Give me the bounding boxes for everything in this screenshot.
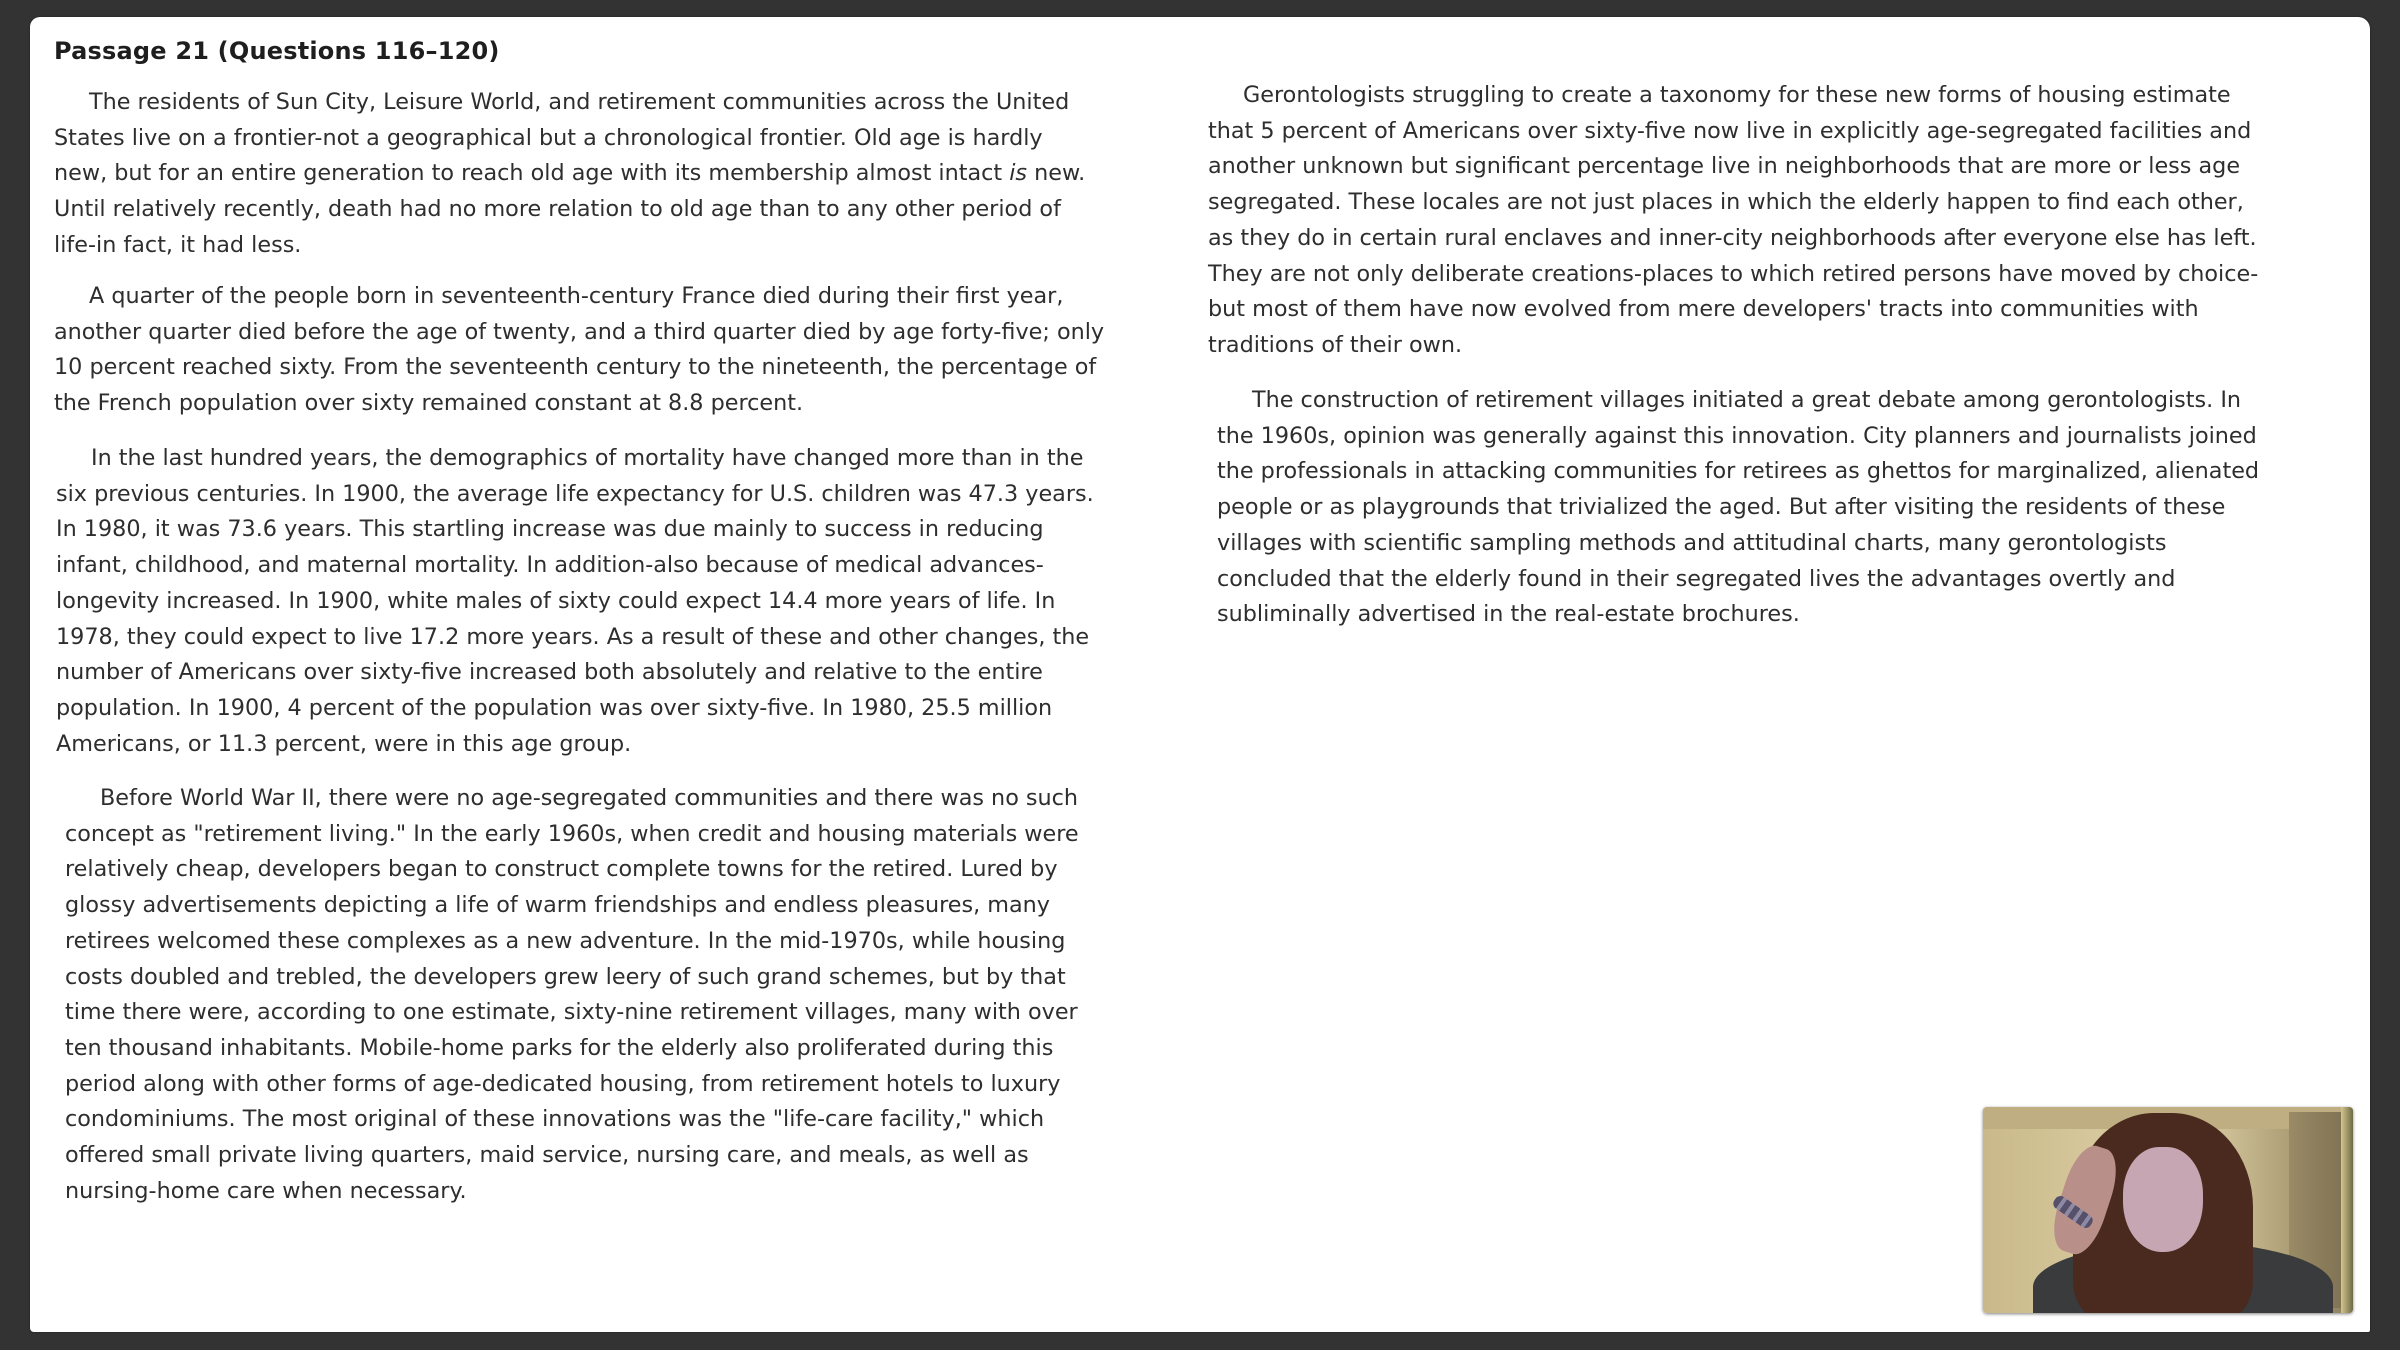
- text-segment: new.: [1027, 160, 1086, 187]
- text-line: They are not only deliberate creations-places to which retired persons have moved by choice-: [1208, 260, 2259, 287]
- text-line: as they do in certain rural enclaves and inner-city neighborhoods after everyone else has left.: [1208, 224, 2257, 251]
- presenter-face: [2123, 1147, 2203, 1252]
- text-line: retirees welcomed these complexes as a new adventure. In the mid-1970s, while housing: [65, 927, 1066, 954]
- passage-paragraph-5: [1208, 78, 2368, 364]
- text-line: concluded that the elderly found in their segregated lives the advantages overtly and: [1217, 565, 2176, 592]
- text-line: nursing-home care when necessary.: [65, 1177, 467, 1204]
- text-line: offered small private living quarters, maid service, nursing care, and meals, as well as: [65, 1142, 1029, 1169]
- text-line: but most of them have now evolved from mere developers' tracts into communities with: [1208, 296, 2199, 323]
- text-line: In 1980, it was 73.6 years. This startling increase was due mainly to success in reducing: [56, 516, 1044, 543]
- text-line: Before World War II, there were no age-segregated communities and there was no such: [100, 785, 1079, 811]
- text-line: The construction of retirement villages initiated a great debate among gerontologists. In: [1252, 387, 2242, 413]
- passage-paragraph-6: [1217, 383, 2377, 633]
- text-line: condominiums. The most original of these innovations was the "life-care facility," which: [65, 1106, 1045, 1133]
- document-page: [30, 17, 2370, 1332]
- text-line: glossy advertisements depicting a life of warm friendships and endless pleasures, many: [65, 892, 1050, 919]
- text-line: A quarter of the people born in seventeenth-century France died during their first year,: [89, 283, 1064, 309]
- text-line: Until relatively recently, death had no more relation to old age than to any other period of: [54, 196, 1061, 223]
- text-line: time there were, according to one estimate, sixty-nine retirement villages, many with over: [65, 999, 1078, 1026]
- text-line: infant, childhood, and maternal mortality. In addition-also because of medical advances-: [56, 552, 1044, 579]
- text-line: villages with scientific sampling methods and attitudinal charts, many gerontologists: [1217, 529, 2167, 556]
- text-line: life-in fact, it had less.: [54, 231, 302, 258]
- text-line: Gerontologists struggling to create a taxonomy for these new forms of housing estimate: [1243, 82, 2231, 108]
- text-line: The residents of Sun City, Leisure World, and retirement communities across the United: [89, 89, 1070, 115]
- webcam-doorframe: [2341, 1107, 2353, 1313]
- passage-paragraph-2: [54, 279, 1214, 422]
- passage-paragraph-3: [56, 441, 1216, 762]
- text-line: number of Americans over sixty-five increased both absolutely and relative to the entire: [56, 659, 1043, 686]
- text-line: In the last hundred years, the demographics of mortality have changed more than in the: [91, 445, 1084, 471]
- text-line: another quarter died before the age of twenty, and a third quarter died by age forty-five; only: [54, 318, 1105, 345]
- text-line: [54, 156, 1204, 192]
- text-line: States live on a frontier-not a geographical but a chronological frontier. Old age is hardly: [54, 124, 1043, 151]
- text-line: relatively cheap, developers began to construct complete towns for the retired. Lured by: [65, 856, 1058, 883]
- text-line: costs doubled and trebled, the developers grew leery of such grand schemes, but by that: [65, 963, 1066, 990]
- text-line: segregated. These locales are not just places in which the elderly happen to find each other,: [1208, 189, 2244, 216]
- text-line: longevity increased. In 1900, white males of sixty could expect 14.4 more years of life. In: [56, 587, 1056, 614]
- text-line: traditions of their own.: [1208, 331, 1463, 358]
- text-line: population. In 1900, 4 percent of the population was over sixty-five. In 1980, 25.5 million: [56, 694, 1053, 721]
- passage-title: Passage 21 (Questions 116–120): [54, 37, 500, 65]
- webcam-overlay: [1983, 1107, 2353, 1313]
- text-line: the professionals in attacking communities for retirees as ghettos for marginalized, alienated: [1217, 458, 2260, 485]
- text-line: subliminally advertised in the real-estate brochures.: [1217, 601, 1800, 628]
- passage-paragraph-4: [65, 781, 1225, 1209]
- text-line: another unknown but significant percentage live in neighborhoods that are more or less age: [1208, 153, 2241, 180]
- text-line: ten thousand inhabitants. Mobile-home parks for the elderly also proliferated during this: [65, 1034, 1054, 1061]
- passage-paragraph-1: [54, 85, 1204, 264]
- italic-emphasis: is: [1009, 160, 1028, 187]
- text-line: 10 percent reached sixty. From the seventeenth century to the nineteenth, the percentage of: [54, 354, 1097, 381]
- text-line: Americans, or 11.3 percent, were in this age group.: [56, 730, 632, 757]
- text-line: period along with other forms of age-dedicated housing, from retirement hotels to luxury: [65, 1070, 1061, 1097]
- text-segment: new, but for an entire generation to reach old age with its membership almost intact: [54, 160, 1010, 187]
- text-line: 1978, they could expect to live 17.2 more years. As a result of these and other changes, the: [56, 623, 1090, 650]
- text-line: that 5 percent of Americans over sixty-five now live in explicitly age-segregated facilities and: [1208, 117, 2252, 144]
- text-line: concept as "retirement living." In the early 1960s, when credit and housing materials were: [65, 820, 1079, 847]
- text-line: the 1960s, opinion was generally against this innovation. City planners and journalists joined: [1217, 422, 2257, 449]
- text-line: the French population over sixty remained constant at 8.8 percent.: [54, 390, 804, 417]
- text-line: six previous centuries. In 1900, the average life expectancy for U.S. children was 47.3 years.: [56, 480, 1094, 507]
- text-line: people or as playgrounds that trivialized the aged. But after visiting the residents of these: [1217, 494, 2226, 521]
